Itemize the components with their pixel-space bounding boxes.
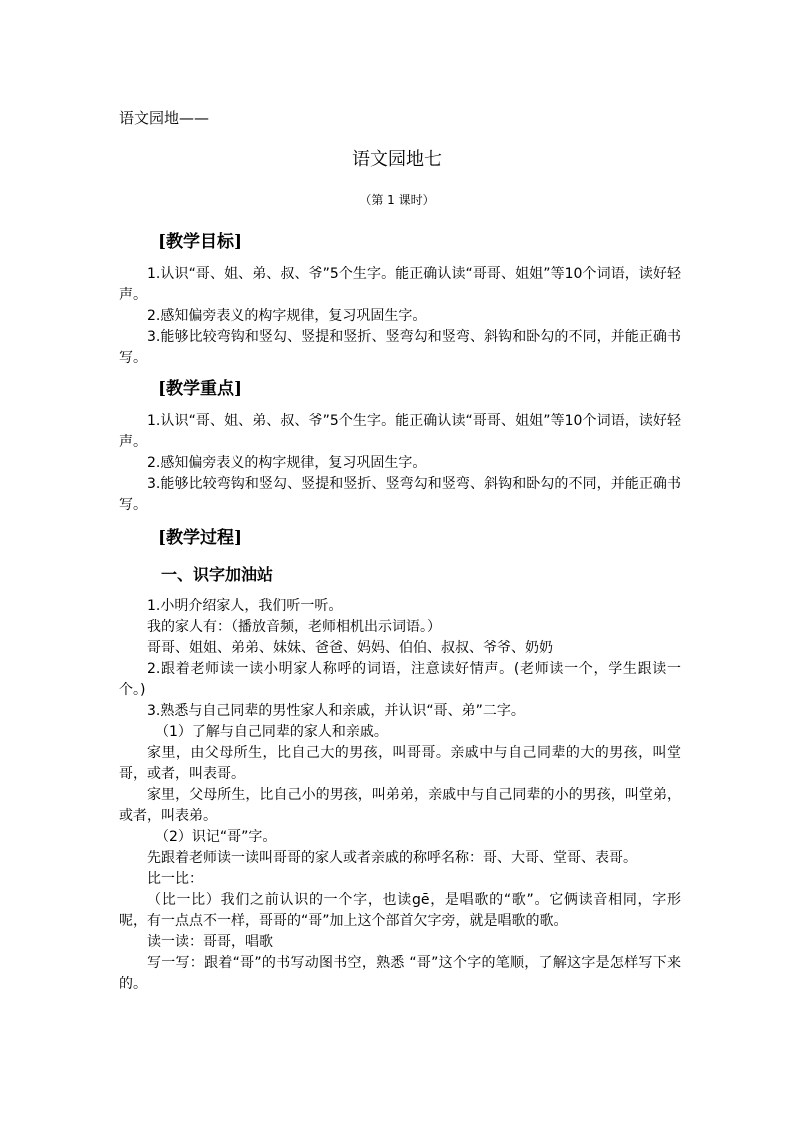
process-paragraph: 哥哥、姐姐、弟弟、妹妹、爸爸、妈妈、伯伯、叔叔、爷爷、奶奶 <box>147 640 553 656</box>
process-paragraph: 读一读：哥哥，唱歌 <box>147 934 273 950</box>
process-paragraph: （2）识记“哥”字。 <box>155 829 277 845</box>
key-point-item: 1.认识“哥、姐、弟、叔、爷”5个生字。能正确认读“哥哥、姐姐”等10个词语，读好轻声。 <box>119 413 681 450</box>
process-paragraph: 先跟着老师读一读叫哥哥的家人或者亲戚的称呼名称：哥、大哥、堂哥、表哥。 <box>147 850 637 866</box>
document-body <box>119 230 681 995</box>
key-points-heading: [教学重点] <box>158 379 243 399</box>
process-paragraph: 写一写：跟着“哥”的书写动图书空，熟悉 “哥”这个字的笔顺，了解这字是怎样写下来的。 <box>119 955 681 992</box>
process-paragraph: 3.熟悉与自己同辈的男性家人和亲戚，并认识“哥、弟”二字。 <box>147 703 525 719</box>
objective-item: 1.认识“哥、姐、弟、叔、爷”5个生字。能正确认读“哥哥、姐姐”等10个词语，读好轻声。 <box>119 266 681 303</box>
objective-item: 2.感知偏旁表义的构字规律，复习巩固生字。 <box>147 308 427 324</box>
process-paragraph: 比一比： <box>147 871 203 887</box>
part-one-heading: 一、识字加油站 <box>161 565 274 584</box>
objectives-heading: [教学目标] <box>158 232 243 252</box>
objective-item: 3.能够比较弯钩和竖勾、竖提和竖折、竖弯勾和竖弯、斜钩和卧勾的不同，并能正确书写。 <box>119 329 681 366</box>
lesson-title: 语文园地七 <box>352 149 442 170</box>
process-paragraph: 家里，由父母所生，比自己大的男孩，叫哥哥。亲戚中与自己同辈的大的男孩，叫堂哥，或者，叫表哥。 <box>119 745 681 782</box>
process-paragraph: 2.跟着老师读一读小明家人称呼的词语，注意读好情声。(老师读一个，学生跟读一个。) <box>119 661 681 698</box>
key-point-item: 3.能够比较弯钩和竖勾、竖提和竖折、竖弯勾和竖弯、斜钩和卧勾的不同，并能正确书写。 <box>119 476 681 513</box>
process-paragraph: （1）了解与自己同辈的家人和亲戚。 <box>155 724 388 740</box>
process-paragraph: （比一比）我们之前认识的一个字，也读gē，是唱歌的“歌”。它俩读音相同，字形呢，有一点点不一样，哥哥的“哥”加上这个部首欠字旁，就是唱歌的歌。 <box>119 892 681 929</box>
process-heading: [教学过程] <box>158 528 243 548</box>
header-line: 语文园地—— <box>119 109 210 127</box>
process-paragraph: 1.小明介绍家人，我们听一听。 <box>147 598 343 614</box>
lesson-subtitle: （第 1 课时） <box>359 193 435 207</box>
process-paragraph: 我的家人有：（播放音频，老师相机出示词语。） <box>147 619 441 635</box>
key-point-item: 2.感知偏旁表义的构字规律，复习巩固生字。 <box>147 455 427 471</box>
process-paragraph: 家里，父母所生，比自己小的男孩，叫弟弟，亲戚中与自己同辈的小的男孩，叫堂弟，或者，叫表弟。 <box>119 787 681 824</box>
